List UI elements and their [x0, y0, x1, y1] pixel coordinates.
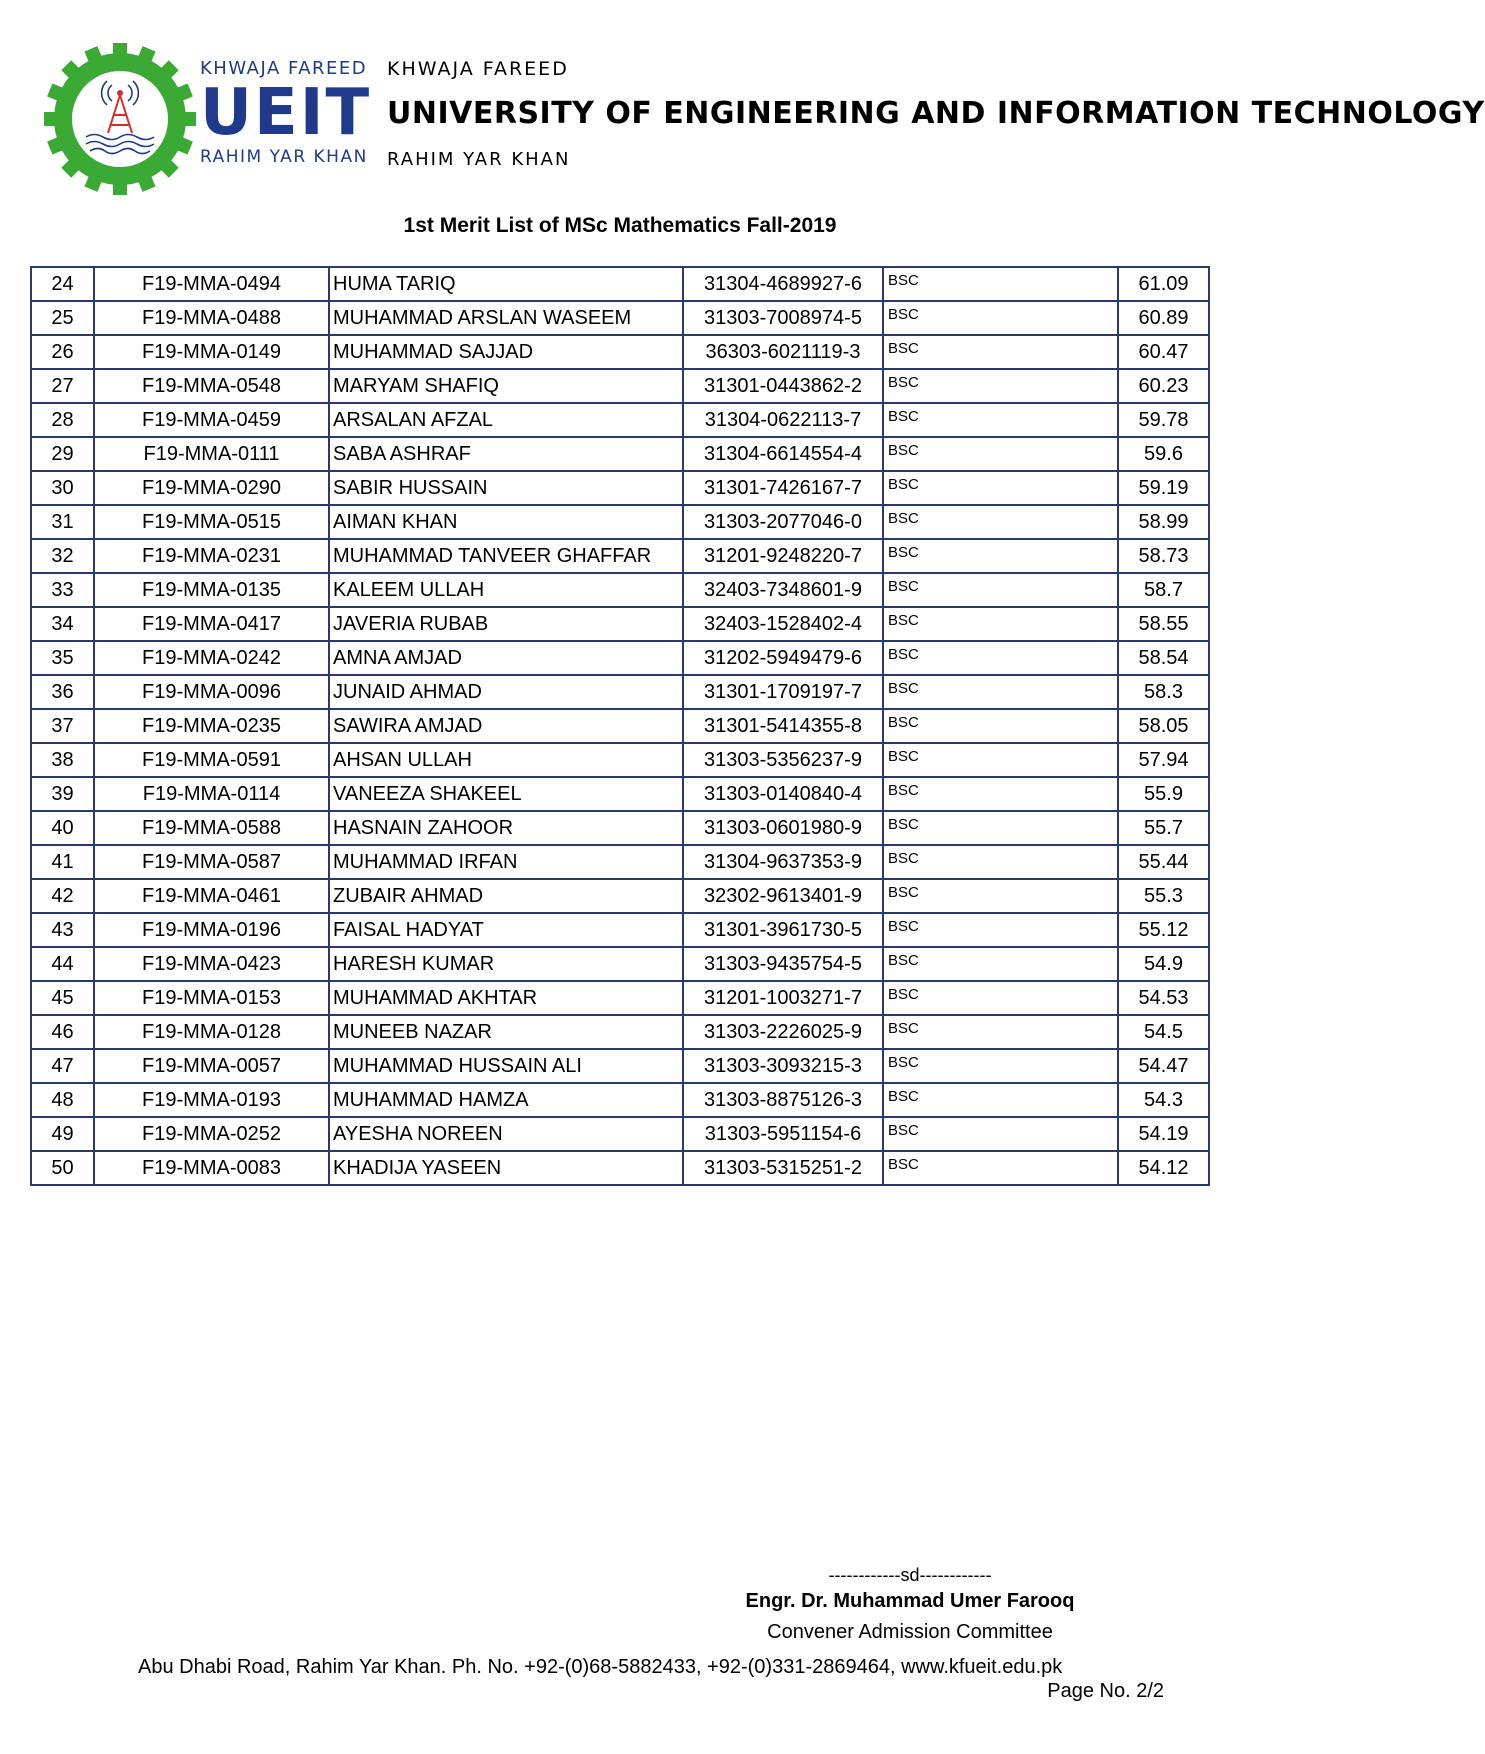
university-name-top: KHWAJA FAREED [387, 58, 569, 80]
form-id-cell: F19-MMA-0252 [94, 1117, 329, 1151]
serial-no-cell: 37 [31, 709, 94, 743]
form-id-cell: F19-MMA-0083 [94, 1151, 329, 1185]
serial-no-cell: 28 [31, 403, 94, 437]
table-row [31, 743, 1209, 777]
degree-cell: BSC [883, 437, 1118, 471]
marks-cell: 60.23 [1118, 369, 1209, 403]
form-id-cell: F19-MMA-0588 [94, 811, 329, 845]
form-id-cell: F19-MMA-0153 [94, 981, 329, 1015]
applicant-name-cell: KALEEM ULLAH [329, 573, 683, 607]
brand-acronym: UEIT [200, 76, 372, 150]
applicant-name-cell: MUHAMMAD SAJJAD [329, 335, 683, 369]
form-id-cell: F19-MMA-0290 [94, 471, 329, 505]
form-id-cell: F19-MMA-0149 [94, 335, 329, 369]
cnic-cell: 31201-9248220-7 [683, 539, 883, 573]
cnic-cell: 31303-0140840-4 [683, 777, 883, 811]
marks-cell: 59.78 [1118, 403, 1209, 437]
cnic-cell: 31303-2077046-0 [683, 505, 883, 539]
cnic-cell: 31301-0443862-2 [683, 369, 883, 403]
applicant-name-cell: MUHAMMAD IRFAN [329, 845, 683, 879]
degree-cell: BSC [883, 471, 1118, 505]
degree-cell: BSC [883, 709, 1118, 743]
applicant-name-cell: MUNEEB NAZAR [329, 1015, 683, 1049]
cnic-cell: 31303-0601980-9 [683, 811, 883, 845]
cnic-cell: 31303-2226025-9 [683, 1015, 883, 1049]
table-row [31, 1015, 1209, 1049]
marks-cell: 54.53 [1118, 981, 1209, 1015]
serial-no-cell: 38 [31, 743, 94, 777]
degree-cell: BSC [883, 743, 1118, 777]
table-row [31, 267, 1209, 301]
serial-no-cell: 35 [31, 641, 94, 675]
degree-cell: BSC [883, 1083, 1118, 1117]
merit-list-body [31, 267, 1209, 1185]
applicant-name-cell: MARYAM SHAFIQ [329, 369, 683, 403]
serial-no-cell: 31 [31, 505, 94, 539]
form-id-cell: F19-MMA-0135 [94, 573, 329, 607]
serial-no-cell: 24 [31, 267, 94, 301]
cnic-cell: 31303-5315251-2 [683, 1151, 883, 1185]
serial-no-cell: 32 [31, 539, 94, 573]
brand-bottom-text: RAHIM YAR KHAN [200, 147, 368, 167]
table-row [31, 811, 1209, 845]
applicant-name-cell: SABIR HUSSAIN [329, 471, 683, 505]
applicant-name-cell: JAVERIA RUBAB [329, 607, 683, 641]
page-number: Page No. 2/2 [1047, 1680, 1164, 1702]
table-row [31, 777, 1209, 811]
marks-cell: 58.73 [1118, 539, 1209, 573]
form-id-cell: F19-MMA-0548 [94, 369, 329, 403]
applicant-name-cell: JUNAID AHMAD [329, 675, 683, 709]
applicant-name-cell: KHADIJA YASEEN [329, 1151, 683, 1185]
serial-no-cell: 29 [31, 437, 94, 471]
table-row [31, 1117, 1209, 1151]
cnic-cell: 31301-7426167-7 [683, 471, 883, 505]
marks-cell: 55.3 [1118, 879, 1209, 913]
cnic-cell: 31303-8875126-3 [683, 1083, 883, 1117]
table-row [31, 947, 1209, 981]
degree-cell: BSC [883, 981, 1118, 1015]
cnic-cell: 31201-1003271-7 [683, 981, 883, 1015]
degree-cell: BSC [883, 607, 1118, 641]
cnic-cell: 31303-7008974-5 [683, 301, 883, 335]
applicant-name-cell: HASNAIN ZAHOOR [329, 811, 683, 845]
degree-cell: BSC [883, 301, 1118, 335]
cnic-cell: 36303-6021119-3 [683, 335, 883, 369]
form-id-cell: F19-MMA-0515 [94, 505, 329, 539]
cnic-cell: 31301-3961730-5 [683, 913, 883, 947]
degree-cell: BSC [883, 947, 1118, 981]
table-row [31, 369, 1209, 403]
serial-no-cell: 33 [31, 573, 94, 607]
marks-cell: 57.94 [1118, 743, 1209, 777]
cnic-cell: 31303-5951154-6 [683, 1117, 883, 1151]
form-id-cell: F19-MMA-0057 [94, 1049, 329, 1083]
form-id-cell: F19-MMA-0488 [94, 301, 329, 335]
table-row [31, 845, 1209, 879]
marks-cell: 58.55 [1118, 607, 1209, 641]
degree-cell: BSC [883, 539, 1118, 573]
serial-no-cell: 27 [31, 369, 94, 403]
marks-cell: 60.47 [1118, 335, 1209, 369]
university-name-main: UNIVERSITY OF ENGINEERING AND INFORMATION TECHNOLOGY [387, 96, 1485, 131]
serial-no-cell: 41 [31, 845, 94, 879]
applicant-name-cell: ZUBAIR AHMAD [329, 879, 683, 913]
form-id-cell: F19-MMA-0587 [94, 845, 329, 879]
form-id-cell: F19-MMA-0461 [94, 879, 329, 913]
marks-cell: 55.44 [1118, 845, 1209, 879]
degree-cell: BSC [883, 1015, 1118, 1049]
marks-cell: 61.09 [1118, 267, 1209, 301]
applicant-name-cell: ARSALAN AFZAL [329, 403, 683, 437]
marks-cell: 55.12 [1118, 913, 1209, 947]
signature-mark: ------------sd------------ [828, 1565, 992, 1585]
marks-cell: 58.7 [1118, 573, 1209, 607]
applicant-name-cell: FAISAL HADYAT [329, 913, 683, 947]
serial-no-cell: 40 [31, 811, 94, 845]
form-id-cell: F19-MMA-0096 [94, 675, 329, 709]
footer-address: Abu Dhabi Road, Rahim Yar Khan. Ph. No. +92-(0)68-5882433, +92-(0)331-2869464, www.kfueit.edu.pk [138, 1656, 1063, 1678]
signatory-role: Convener Admission Committee [767, 1621, 1053, 1643]
marks-cell: 54.3 [1118, 1083, 1209, 1117]
table-row [31, 981, 1209, 1015]
table-row [31, 879, 1209, 913]
table-row [31, 471, 1209, 505]
table-row [31, 709, 1209, 743]
cnic-cell: 31303-3093215-3 [683, 1049, 883, 1083]
serial-no-cell: 49 [31, 1117, 94, 1151]
serial-no-cell: 45 [31, 981, 94, 1015]
cnic-cell: 32403-1528402-4 [683, 607, 883, 641]
table-row [31, 335, 1209, 369]
marks-cell: 55.7 [1118, 811, 1209, 845]
applicant-name-cell: HARESH KUMAR [329, 947, 683, 981]
serial-no-cell: 50 [31, 1151, 94, 1185]
table-row [31, 573, 1209, 607]
university-name-bottom: RAHIM YAR KHAN [387, 149, 571, 170]
cnic-cell: 31301-1709197-7 [683, 675, 883, 709]
marks-cell: 54.9 [1118, 947, 1209, 981]
table-row [31, 675, 1209, 709]
serial-no-cell: 39 [31, 777, 94, 811]
marks-cell: 58.99 [1118, 505, 1209, 539]
serial-no-cell: 46 [31, 1015, 94, 1049]
cnic-cell: 31304-0622113-7 [683, 403, 883, 437]
table-row [31, 1083, 1209, 1117]
applicant-name-cell: MUHAMMAD HAMZA [329, 1083, 683, 1117]
degree-cell: BSC [883, 1117, 1118, 1151]
serial-no-cell: 34 [31, 607, 94, 641]
degree-cell: BSC [883, 505, 1118, 539]
form-id-cell: F19-MMA-0591 [94, 743, 329, 777]
form-id-cell: F19-MMA-0196 [94, 913, 329, 947]
signatory-name: Engr. Dr. Muhammad Umer Farooq [745, 1590, 1075, 1612]
degree-cell: BSC [883, 573, 1118, 607]
table-row [31, 403, 1209, 437]
form-id-cell: F19-MMA-0459 [94, 403, 329, 437]
degree-cell: BSC [883, 369, 1118, 403]
table-row [31, 539, 1209, 573]
marks-cell: 58.54 [1118, 641, 1209, 675]
marks-cell: 58.05 [1118, 709, 1209, 743]
marks-cell: 59.6 [1118, 437, 1209, 471]
form-id-cell: F19-MMA-0128 [94, 1015, 329, 1049]
signature-block [680, 1565, 1140, 1644]
brand-top-text: KHWAJA FAREED [200, 58, 368, 79]
cnic-cell: 31304-6614554-4 [683, 437, 883, 471]
form-id-cell: F19-MMA-0235 [94, 709, 329, 743]
page-title: 1st Merit List of MSc Mathematics Fall-2019 [403, 214, 837, 237]
marks-cell: 59.19 [1118, 471, 1209, 505]
university-name-block [387, 58, 1485, 170]
table-row [31, 641, 1209, 675]
cnic-cell: 31303-5356237-9 [683, 743, 883, 777]
applicant-name-cell: AHSAN ULLAH [329, 743, 683, 777]
form-id-cell: F19-MMA-0494 [94, 267, 329, 301]
degree-cell: BSC [883, 879, 1118, 913]
cnic-cell: 32403-7348601-9 [683, 573, 883, 607]
university-seal-logo [40, 44, 200, 194]
serial-no-cell: 26 [31, 335, 94, 369]
applicant-name-cell: AMNA AMJAD [329, 641, 683, 675]
applicant-name-cell: MUHAMMAD HUSSAIN ALI [329, 1049, 683, 1083]
brand-block [200, 58, 380, 167]
applicant-name-cell: AYESHA NOREEN [329, 1117, 683, 1151]
form-id-cell: F19-MMA-0417 [94, 607, 329, 641]
degree-cell: BSC [883, 845, 1118, 879]
applicant-name-cell: SAWIRA AMJAD [329, 709, 683, 743]
applicant-name-cell: VANEEZA SHAKEEL [329, 777, 683, 811]
applicant-name-cell: AIMAN KHAN [329, 505, 683, 539]
table-row [31, 607, 1209, 641]
applicant-name-cell: MUHAMMAD AKHTAR [329, 981, 683, 1015]
serial-no-cell: 44 [31, 947, 94, 981]
cnic-cell: 31301-5414355-8 [683, 709, 883, 743]
marks-cell: 55.9 [1118, 777, 1209, 811]
table-row [31, 505, 1209, 539]
applicant-name-cell: MUHAMMAD ARSLAN WASEEM [329, 301, 683, 335]
form-id-cell: F19-MMA-0111 [94, 437, 329, 471]
cnic-cell: 31303-9435754-5 [683, 947, 883, 981]
form-id-cell: F19-MMA-0114 [94, 777, 329, 811]
serial-no-cell: 47 [31, 1049, 94, 1083]
form-id-cell: F19-MMA-0423 [94, 947, 329, 981]
applicant-name-cell: MUHAMMAD TANVEER GHAFFAR [329, 539, 683, 573]
cnic-cell: 31304-9637353-9 [683, 845, 883, 879]
cnic-cell: 32302-9613401-9 [683, 879, 883, 913]
cnic-cell: 31202-5949479-6 [683, 641, 883, 675]
form-id-cell: F19-MMA-0231 [94, 539, 329, 573]
serial-no-cell: 30 [31, 471, 94, 505]
marks-cell: 54.12 [1118, 1151, 1209, 1185]
degree-cell: BSC [883, 641, 1118, 675]
serial-no-cell: 42 [31, 879, 94, 913]
degree-cell: BSC [883, 1151, 1118, 1185]
cnic-cell: 31304-4689927-6 [683, 267, 883, 301]
degree-cell: BSC [883, 403, 1118, 437]
marks-cell: 54.19 [1118, 1117, 1209, 1151]
table-row [31, 301, 1209, 335]
serial-no-cell: 43 [31, 913, 94, 947]
serial-no-cell: 25 [31, 301, 94, 335]
table-row [31, 437, 1209, 471]
degree-cell: BSC [883, 811, 1118, 845]
marks-cell: 58.3 [1118, 675, 1209, 709]
marks-cell: 60.89 [1118, 301, 1209, 335]
serial-no-cell: 48 [31, 1083, 94, 1117]
degree-cell: BSC [883, 675, 1118, 709]
table-row [31, 1151, 1209, 1185]
degree-cell: BSC [883, 913, 1118, 947]
degree-cell: BSC [883, 335, 1118, 369]
applicant-name-cell: SABA ASHRAF [329, 437, 683, 471]
degree-cell: BSC [883, 1049, 1118, 1083]
applicant-name-cell: HUMA TARIQ [329, 267, 683, 301]
table-row [31, 913, 1209, 947]
merit-list-table [30, 266, 1210, 1186]
marks-cell: 54.5 [1118, 1015, 1209, 1049]
degree-cell: BSC [883, 777, 1118, 811]
table-row [31, 1049, 1209, 1083]
form-id-cell: F19-MMA-0242 [94, 641, 329, 675]
degree-cell: BSC [883, 267, 1118, 301]
marks-cell: 54.47 [1118, 1049, 1209, 1083]
serial-no-cell: 36 [31, 675, 94, 709]
form-id-cell: F19-MMA-0193 [94, 1083, 329, 1117]
